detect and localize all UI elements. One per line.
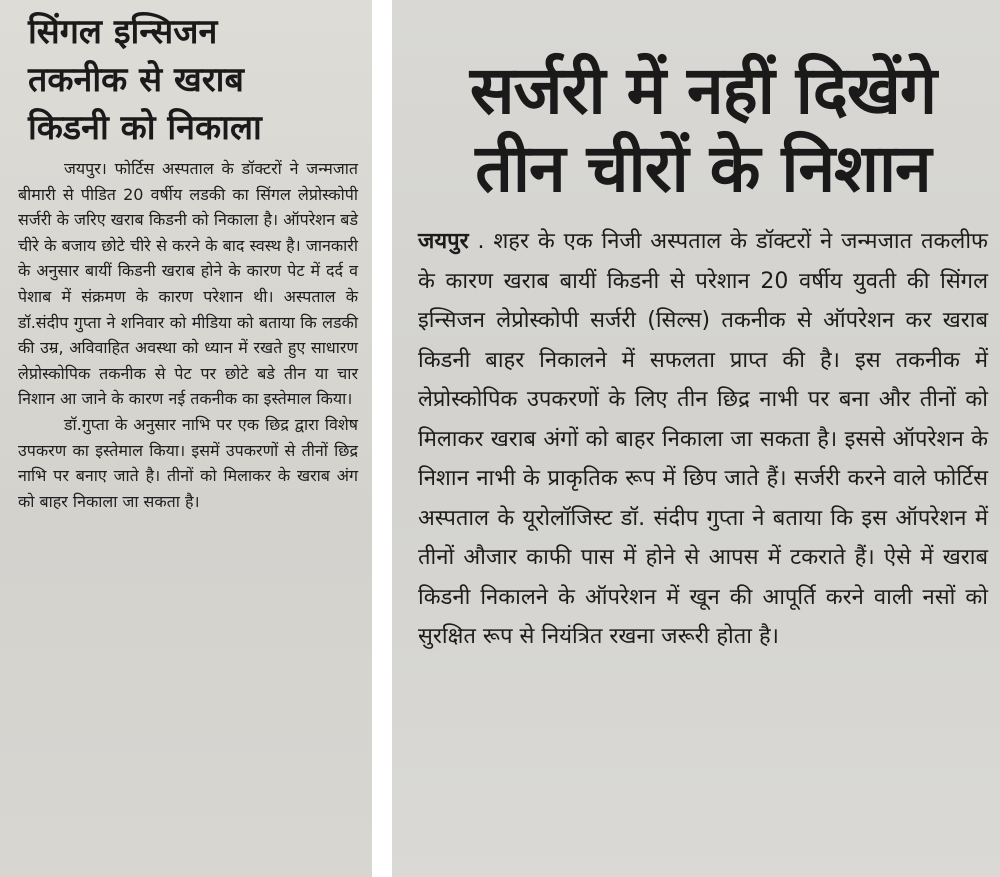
right-headline (418, 52, 988, 208)
left-headline-line-2: तकनीक से खराब (28, 60, 244, 100)
left-news-clipping (0, 0, 372, 877)
left-body (18, 156, 358, 514)
left-headline (28, 8, 358, 152)
left-headline-line-1: सिंगल इन्सिजन (28, 12, 218, 52)
left-paragraph-2: डॉ.गुप्ता के अनुसार नाभि पर एक छिद्र द्वारा विशेष उपकरण का इस्तेमाल किया। इसमें उपकरणों से तीनों छिद्र नाभि पर बनाए जाते है। तीनों को मिलाकर के खराब अंग को बाहर निकाला जा सकता है। (18, 414, 358, 511)
right-body (418, 222, 988, 657)
right-dateline: जयपुर (418, 229, 469, 254)
right-headline-line-1: सर्जरी में नहीं दिखेंगे (469, 52, 937, 129)
left-headline-line-3: किडनी को निकाला (28, 108, 262, 148)
right-headline-line-2: तीन चीरों के निशान (475, 130, 931, 207)
left-paragraph-1: जयपुर। फोर्टिस अस्पताल के डॉक्टरों ने जन्मजात बीमारी से पीडित 20 वर्षीय लडकी का सिंगल लेप्रोस्कोपी सर्जरी के जरिए खराब किडनी को निकाला है। ऑपरेशन बडे चीरे के बजाय छोटे चीरे से करने के बाद स्वस्थ है। जानकारी के अनुसार बायीं किडनी खराब होने के कारण पेट में दर्द व पेशाब में संक्रमण के कारण परेशान थी। अस्पताल के डॉ.संदीप गुप्ता ने शनिवार को मीडिया को बताया कि लडकी की उम्र, अविवाहित अवस्था को ध्यान में रखते हुए साधारण लेप्रोस्कोपिक तकनीक से पेट पर छोटे बडे तीन या चार निशान आ जाने के कारण नई तकनीक का इस्तेमाल किया। (18, 159, 358, 409)
right-news-clipping (392, 0, 1000, 877)
right-body-text: . शहर के एक निजी अस्पताल के डॉक्टरों ने जन्मजात तकलीफ के कारण खराब बायीं किडनी से परेशान 20 वर्षीय युवती की सिंगल इन्सिजन लेप्रोस्कोपी सर्जरी (सिल्स) तकनीक से ऑपरेशन कर खराब किडनी बाहर निकालने में सफलता प्राप्त की है। इस तकनीक में लेप्रोस्कोपिक उपकरणों के लिए तीन छिद्र नाभी पर बना और तीनों को मिलाकर खराब अंगों को बाहर निकाला जा सकता है। इससे ऑपरेशन के निशान नाभी के प्राकृतिक रूप में छिप जाते हैं। सर्जरी करने वाले फोर्टिस अस्पताल के यूरोलॉजिस्ट डॉ. संदीप गुप्ता ने बताया कि इस ऑपरेशन में तीनों औजार काफी पास में होने से आपस में टकराते हैं। ऐसे में खराब किडनी निकालने के ऑपरेशन में खून की आपूर्ति करने वाली नसों को सुरक्षित रूप से नियंत्रित रखना जरूरी होता है। (418, 229, 989, 649)
right-paragraph (418, 222, 988, 657)
